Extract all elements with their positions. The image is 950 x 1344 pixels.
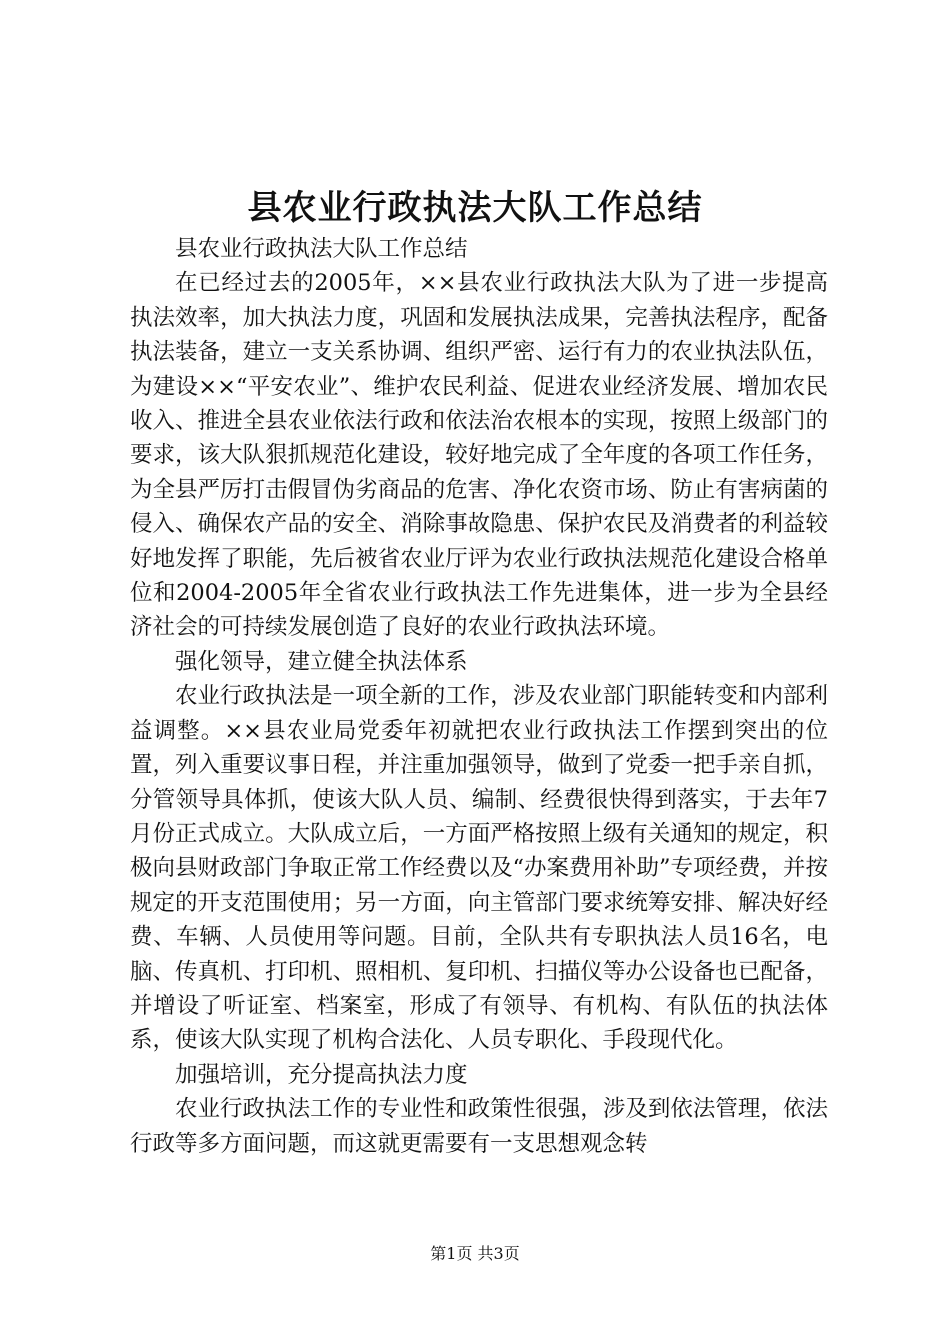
- paragraph-intro: 在已经过去的2005年，××县农业行政执法大队为了进一步提高执法效率，加大执法力度，巩固和发展执法成果，完善执法程序，配备执法装备，建立一支关系协调、组织严密、运行有力的农业执法队伍，为建设××“平安农业”、维护农民利益、促进农业经济发展、增加农民收入、推进全县农业依法行政和依法治农根本的实现，按照上级部门的要求，该大队狠抓规范化建设，较好地完成了全年度的各项工作任务，为全县严厉打击假冒伪劣商品的危害、净化农资市场、防止有害病菌的侵入、确保农产品的安全、消除事故隐患、保护农民及消费者的利益较好地发挥了职能，先后被省农业厅评为农业行政执法规范化建设合格单位和2004-2005年全省农业行政执法工作先进集体，进一步为全县经济社会的可持续发展创造了良好的农业行政执法环境。: [130, 270, 828, 641]
- section-heading-training: 加强培训，充分提高执法力度: [175, 1061, 468, 1088]
- document-title: 县农业行政执法大队工作总结: [247, 188, 703, 228]
- paragraph-subtitle: 县农业行政执法大队工作总结: [175, 236, 468, 262]
- section-heading-leadership: 强化领导，建立健全执法体系: [175, 648, 468, 675]
- paragraph-leadership: 农业行政执法是一项全新的工作，涉及农业部门职能转变和内部利益调整。××县农业局党委年初就把农业行政执法工作摆到突出的位置，列入重要议事日程，并注重加强领导，做到了党委一把手亲自抓，分管领导具体抓，使该大队人员、编制、经费很快得到落实，于去年7月份正式成立。大队成立后，一方面严格按照上级有关通知的规定，积极向县财政部门争取正常工作经费以及“办案费用补助”专项经费，并按规定的开支范围使用；另一方面，向主管部门要求统筹安排、解决好经费、车辆、人员使用等问题。目前，全队共有专职执法人员16名，电脑、传真机、打印机、照相机、复印机、扫描仪等办公设备也已配备，并增设了听证室、档案室，形成了有领导、有机构、有队伍的执法体系，使该大队实现了机构合法化、人员专职化、手段现代化。: [130, 683, 829, 1054]
- page-footer: 第1页 共3页: [430, 1244, 520, 1263]
- document-body: [130, 232, 828, 1161]
- paragraph-training: 农业行政执法工作的专业性和政策性很强，涉及到依法管理，依法行政等多方面问题，而这就更需要有一支思想观念转: [130, 1096, 828, 1157]
